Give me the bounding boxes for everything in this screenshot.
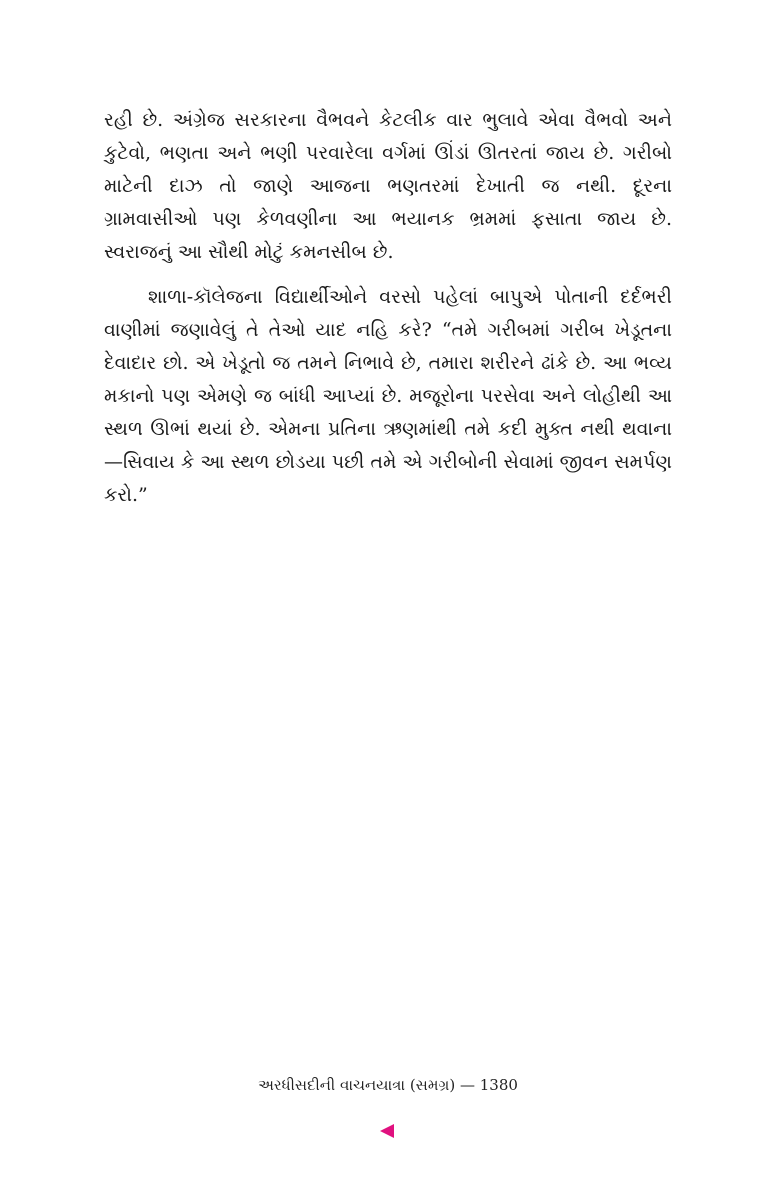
left-triangle-icon — [380, 1124, 394, 1138]
body-text — [104, 104, 672, 512]
paragraph-1: રહી છે. અંગ્રેજ સરકારના વૈભવને કેટલીક વાર ભુલાવે એવા વૈભવો અને કુટેવો, ભણતા અને ભણી પરવારેલા વર્ગમાં ઊંડાં ઊતરતાં જાય છે. ગરીબો માટેની દાઝ તો જાણે આજના ભણતરમાં દેખાતી જ નથી. દૂરના ગ્રામવાસીઓ પણ કેળવણીના આ ભયાનક ભ્રમમાં ફસાતા જાય છે. સ્વરાજનું આ સૌથી મોટું કમનસીબ છે. — [104, 109, 672, 263]
paragraph-2: શાળા-કૉલેજના વિદ્યાર્થીઓને વરસો પહેલાં બાપુએ પોતાની દર્દભરી વાણીમાં જણાવેલું તે તેઓ યાદ નહિ કરે? “તમે ગરીબમાં ગરીબ ખેડૂતના દેવાદાર છો. એ ખેડૂતો જ તમને નિભાવે છે, તમારા શરીરને ઢાંકે છે. આ ભવ્ય મકાનો પણ એમણે જ બાંધી આપ્યાં છે. મજૂરોના પરસેવા અને લોહીથી આ સ્થળ ઊભાં થયાં છે. એમના પ્રતિના ઋણમાંથી તમે કદી મુક્ત નથી થવાના—સિવાય કે આ સ્થળ છોડયા પછી તમે એ ગરીબોની સેવામાં જીવન સમર્પણ કરો.” — [104, 286, 672, 506]
page-footer: અરધીસદીની વાચનયાત્રા (સમગ્ર) — 1380 — [258, 1076, 518, 1094]
